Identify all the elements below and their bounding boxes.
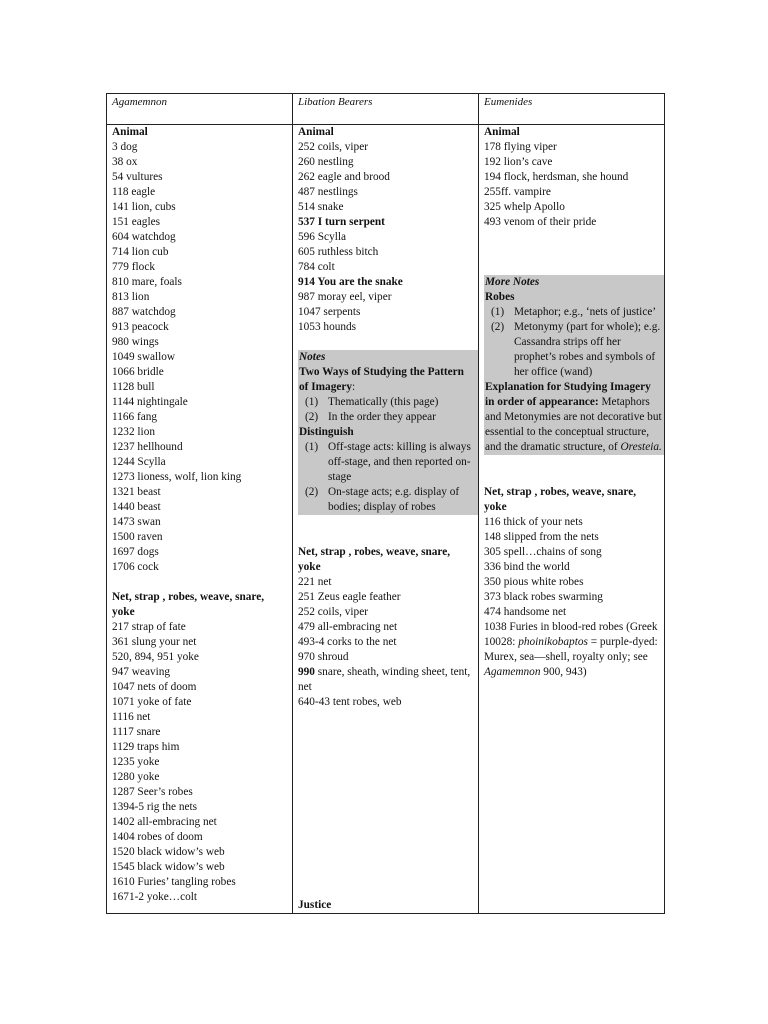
item-text: In the order they appear: [328, 411, 436, 423]
list-item: 252 coils, viper: [298, 606, 368, 618]
numbered-item: [299, 395, 476, 410]
item-text: Metonymy (part for whole); e.g. Cassandra strips off her prophet’s robes and symbols of her office (wand): [514, 321, 661, 378]
list-item: 1066 bridle: [112, 366, 164, 378]
header-row: [107, 94, 665, 125]
list-item: 605 ruthless bitch: [298, 246, 379, 258]
list-item: 1545 black widow’s web: [112, 861, 225, 873]
list-item: 514 snake: [298, 201, 344, 213]
explanation-text: Explanation for Studying Imagery in order of appearance: Metaphors and Metonymies are not decorative but essential to the conceptual structure, and the dramatic structure, of Oresteia.: [485, 381, 662, 453]
item-number: (1): [491, 306, 505, 318]
list-item: 1129 traps him: [112, 741, 180, 753]
list-item: 1116 net: [112, 711, 151, 723]
item-number: (1): [305, 396, 319, 408]
list-item: 714 lion cub: [112, 246, 169, 258]
robes-list: [485, 305, 662, 380]
list-item: 1402 all-embracing net: [112, 816, 217, 828]
list-item: 479 all-embracing net: [298, 621, 398, 633]
list-item: 887 watchdog: [112, 306, 176, 318]
list-item: 373 black robes swarming: [484, 591, 603, 603]
list-item: 810 mare, foals: [112, 276, 182, 288]
numbered-item: [299, 440, 476, 485]
list-item: 361 slung your net: [112, 636, 197, 648]
list-item: 194 flock, herdsman, she hound: [484, 171, 629, 183]
list-item: 1287 Seer’s robes: [112, 786, 193, 798]
section-title-animal: Animal: [484, 126, 520, 138]
list-item: 813 lion: [112, 291, 150, 303]
explanation-box: [484, 380, 664, 455]
list-item: 1166 fang: [112, 411, 158, 423]
list-item: 1237 hellhound: [112, 441, 183, 453]
list-item: 148 slipped from the nets: [484, 531, 599, 543]
list-item: 1244 Scylla: [112, 456, 166, 468]
item-text: On-stage acts; e.g. display of bodies; display of robes: [328, 486, 460, 513]
list-item: 990 snare, sheath, winding sheet, tent, net: [298, 666, 471, 693]
list-item: 913 peacock: [112, 321, 169, 333]
list-item: 474 handsome net: [484, 606, 567, 618]
header-libation-bearers: Libation Bearers: [298, 96, 373, 108]
list-item: 604 watchdog: [112, 231, 176, 243]
section-title-net: Net, strap , robes, weave, snare, yoke: [484, 486, 637, 513]
list-item: 640-43 tent robes, web: [298, 696, 402, 708]
item-text: Thematically (this page): [328, 396, 439, 408]
more-notes-title: More Notes: [485, 276, 540, 288]
libation-animal-list: [298, 140, 474, 335]
list-item: 325 whelp Apollo: [484, 201, 565, 213]
robes-title: Robes: [485, 291, 515, 303]
agamemnon-animal-list: [112, 140, 288, 575]
item-text: Metaphor; e.g., ‘nets of justice’: [514, 306, 657, 318]
item-number: (2): [305, 411, 319, 423]
list-item: 1038 Furies in blood-red robes (Greek 10028: phoinikobaptos = purple-dyed: Murex, sea—shell, royalty only; see Agamemnon 900, 943): [484, 621, 658, 678]
list-item: 779 flock: [112, 261, 155, 273]
numbered-item: [299, 485, 476, 515]
list-item: 1047 nets of doom: [112, 681, 197, 693]
list-item: 1128 bull: [112, 381, 155, 393]
list-item: 252 coils, viper: [298, 141, 368, 153]
list-item: 1232 lion: [112, 426, 155, 438]
list-item: 141 lion, cubs: [112, 201, 176, 213]
item-number: (2): [305, 486, 319, 498]
list-item: 487 nestlings: [298, 186, 358, 198]
distinguish-title: Distinguish: [299, 426, 354, 438]
notes-list: [299, 395, 476, 425]
list-item: 1273 lioness, wolf, lion king: [112, 471, 242, 483]
list-item: 1500 raven: [112, 531, 163, 543]
list-item: 493 venom of their pride: [484, 216, 597, 228]
distinguish-list: [299, 440, 476, 515]
notes-box: Notes Two Ways of Studying the Pattern of Imagery: (1) Thematically (this page) (2) In the order they appear Distinguish (1) Off-stage acts: killing is always off-stage, and then reported on-stage (2) On-stage acts; e.g. display of bodies; display of robes: [298, 350, 478, 515]
list-item: 1144 nightingale: [112, 396, 188, 408]
agamemnon-net-list: [112, 620, 288, 905]
list-item: 1394-5 rig the nets: [112, 801, 198, 813]
list-item: 1706 cock: [112, 561, 159, 573]
list-item: 54 vultures: [112, 171, 163, 183]
list-item: 1053 hounds: [298, 321, 357, 333]
list-item: 1071 yoke of fate: [112, 696, 192, 708]
list-item: 784 colt: [298, 261, 335, 273]
list-item: 1671-2 yoke…colt: [112, 891, 198, 903]
list-item: 262 eagle and brood: [298, 171, 390, 183]
list-item: 914 You are the snake: [298, 276, 403, 288]
list-item: 520, 894, 951 yoke: [112, 651, 199, 663]
list-item: 1520 black widow’s web: [112, 846, 225, 858]
notes-heading: Two Ways of Studying the Pattern of Imagery: [299, 366, 464, 393]
list-item: 3 dog: [112, 141, 138, 153]
list-item: 151 eagles: [112, 216, 160, 228]
header-agamemnon: Agamemnon: [112, 96, 167, 108]
notes-title: Notes: [299, 351, 326, 363]
list-item: 980 wings: [112, 336, 159, 348]
eumenides-net-list: [484, 515, 660, 620]
list-item: 116 thick of your nets: [484, 516, 583, 528]
list-item: 987 moray eel, viper: [298, 291, 392, 303]
list-item: 38 ox: [112, 156, 138, 168]
list-item: 350 pious white robes: [484, 576, 584, 588]
list-item: 118 eagle: [112, 186, 156, 198]
libation-bearers-column: [293, 125, 479, 914]
list-item: 1697 dogs: [112, 546, 159, 558]
item-number: (1): [305, 441, 319, 453]
list-item: 1610 Furies’ tangling robes: [112, 876, 236, 888]
libation-net-list: [298, 575, 474, 665]
body-row: [107, 125, 665, 914]
list-item: 1235 yoke: [112, 756, 160, 768]
list-item: 970 shroud: [298, 651, 349, 663]
list-item: 217 strap of fate: [112, 621, 186, 633]
list-item: 1473 swan: [112, 516, 161, 528]
header-eumenides: Eumenides: [484, 96, 533, 108]
numbered-item: [485, 305, 662, 320]
list-item: 596 Scylla: [298, 231, 347, 243]
section-title-animal: Animal: [112, 126, 148, 138]
list-item: 493-4 corks to the net: [298, 636, 397, 648]
imagery-table: [106, 93, 665, 914]
list-item: 251 Zeus eagle feather: [298, 591, 401, 603]
list-item: 1280 yoke: [112, 771, 160, 783]
list-item: 1117 snare: [112, 726, 161, 738]
section-title-net: Net, strap , robes, weave, snare, yoke: [112, 591, 265, 618]
list-item: 1404 robes of doom: [112, 831, 203, 843]
list-item: 1049 swallow: [112, 351, 176, 363]
list-item: 537 I turn serpent: [298, 216, 385, 228]
list-item: 336 bind the world: [484, 561, 570, 573]
more-notes-box: [484, 275, 664, 380]
list-item: 947 weaving: [112, 666, 171, 678]
list-item: 221 net: [298, 576, 332, 588]
agamemnon-column: [107, 125, 293, 914]
eumenides-column: [479, 125, 665, 914]
list-item: 255ff. vampire: [484, 186, 551, 198]
list-item: 1047 serpents: [298, 306, 361, 318]
item-text: Off-stage acts: killing is always off-stage, and then reported on-stage: [328, 441, 471, 483]
numbered-item: [299, 410, 476, 425]
list-item: 305 spell…chains of song: [484, 546, 602, 558]
justice-heading: Justice: [298, 899, 332, 911]
list-item: 1321 beast: [112, 486, 161, 498]
section-title-animal: Animal: [298, 126, 334, 138]
eumenides-animal-list: [484, 140, 660, 230]
item-number: (2): [491, 321, 505, 333]
list-item: 192 lion’s cave: [484, 156, 553, 168]
list-item: 178 flying viper: [484, 141, 557, 153]
section-title-net: Net, strap , robes, weave, snare, yoke: [298, 546, 451, 573]
list-item: 1440 beast: [112, 501, 161, 513]
list-item: 260 nestling: [298, 156, 354, 168]
numbered-item: [485, 320, 662, 380]
